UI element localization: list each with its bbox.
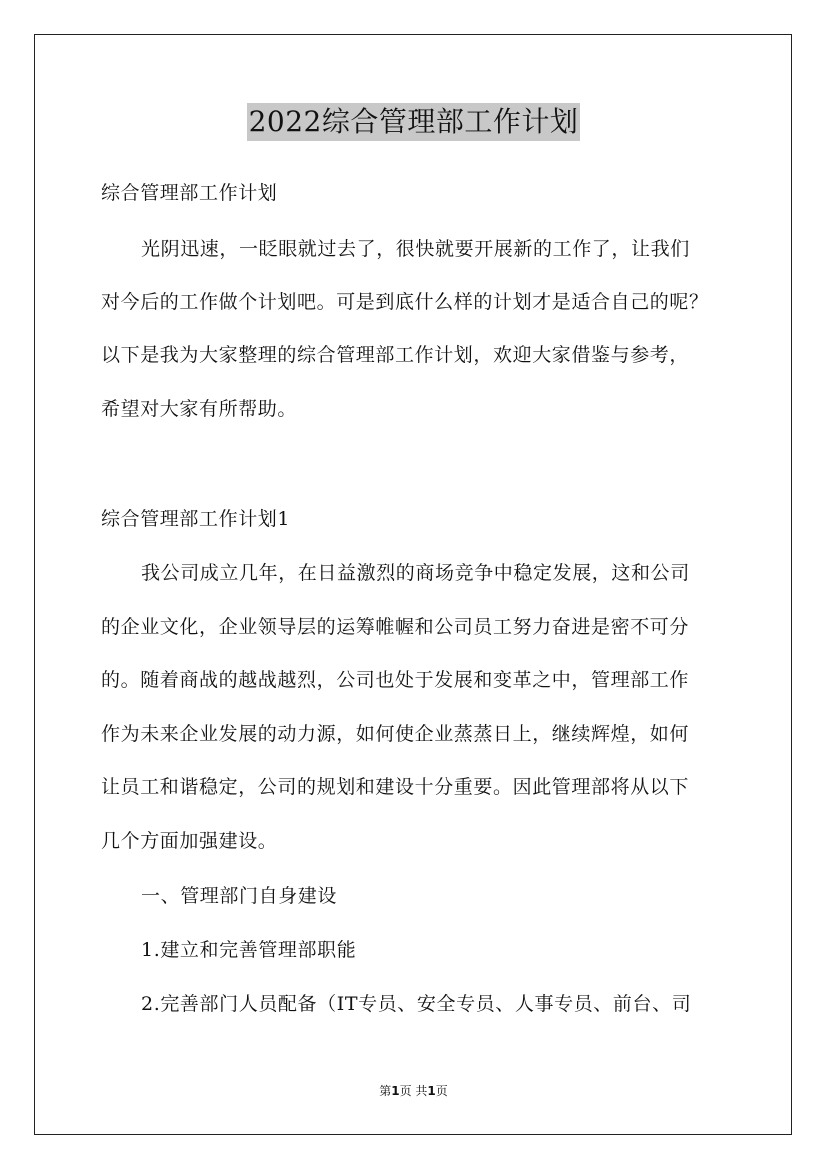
footer-page-current: 1 (391, 1084, 400, 1098)
section-heading-1: 综合管理部工作计划1 (101, 508, 291, 530)
section-line-3: 的。随着商战的越战越烈，公司也处于发展和变革之中，管理部工作 (101, 669, 690, 691)
page-footer (0, 1083, 827, 1099)
section-heading-intro: 综合管理部工作计划 (101, 182, 278, 204)
intro-line-3: 以下是我为大家整理的综合管理部工作计划，欢迎大家借鉴与参考， (101, 344, 690, 366)
footer-prefix: 第 (379, 1084, 392, 1098)
intro-line-2: 对今后的工作做个计划吧。可是到底什么样的计划才是适合自己的呢？ (101, 291, 709, 313)
footer-mid: 页 共 (399, 1084, 428, 1098)
footer-suffix: 页 (435, 1084, 448, 1098)
section-line-4: 作为未来企业发展的动力源，如何使企业蒸蒸日上，继续辉煌，如何 (101, 723, 690, 745)
footer-page-total: 1 (427, 1084, 436, 1098)
list-item-2: 2.完善部门人员配备（IT专员、安全专员、人事专员、前台、司 (141, 993, 692, 1015)
list-item-1: 1.建立和完善管理部职能 (141, 939, 357, 961)
section-line-2: 的企业文化，企业领导层的运筹帷幄和公司员工努力奋进是密不可分 (101, 616, 690, 638)
intro-line-1: 光阴迅速，一眨眼就过去了，很快就要开展新的工作了，让我们 (141, 238, 690, 260)
intro-line-4: 希望对大家有所帮助。 (101, 398, 298, 420)
subheading-management-dept: 一、管理部门自身建设 (141, 885, 338, 907)
section-line-1: 我公司成立几年，在日益激烈的商场竞争中稳定发展，这和公司 (141, 562, 690, 584)
document-title: 2022综合管理部工作计划 (247, 103, 581, 141)
section-line-5: 让员工和谐稳定，公司的规划和建设十分重要。因此管理部将从以下 (101, 776, 690, 798)
section-line-6: 几个方面加强建设。 (101, 830, 278, 852)
title-container (0, 103, 827, 141)
